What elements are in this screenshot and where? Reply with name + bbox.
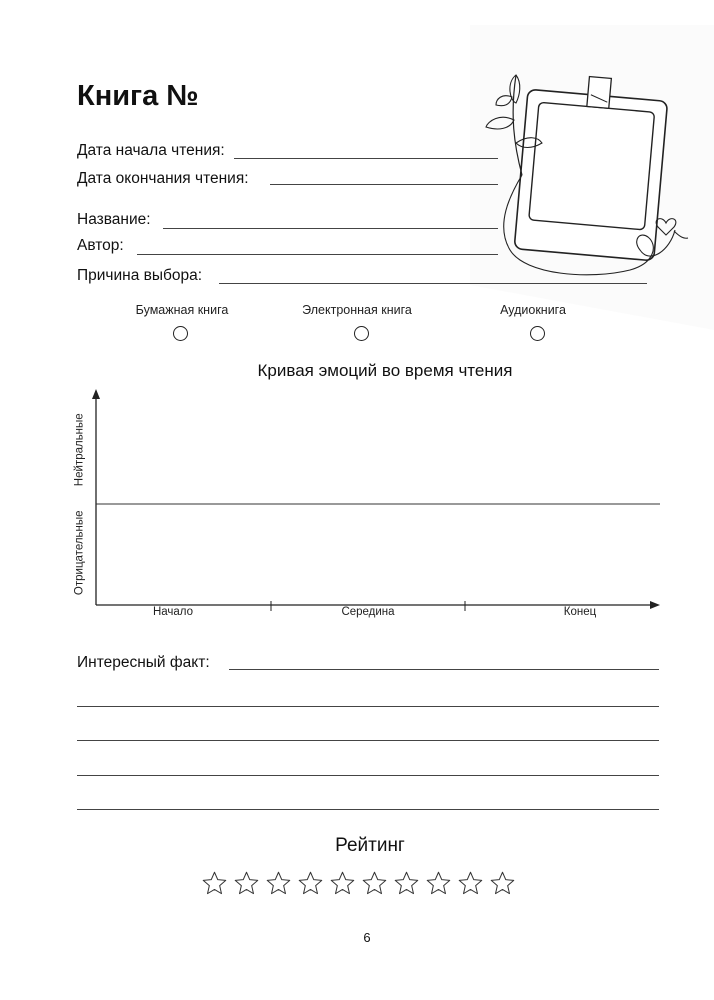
format-audio-radio[interactable] [530,326,545,341]
taped-photo-frame-icon [470,25,714,330]
start-date-field[interactable] [234,158,498,159]
star-outline-icon[interactable] [265,870,292,897]
author-label: Автор: [77,237,124,254]
x-tick-middle: Середина [341,606,395,618]
y-band-negative: Отрицательные [73,510,86,596]
star-outline-icon[interactable] [233,870,260,897]
fact-line[interactable] [77,706,659,707]
format-paper-label: Бумажная книга [135,303,229,317]
rating-stars[interactable] [201,870,516,897]
y-band-neutral: Нейтральные [73,413,86,487]
x-tick-end: Конец [563,606,597,618]
star-outline-icon[interactable] [425,870,452,897]
star-outline-icon[interactable] [201,870,228,897]
format-ebook-radio[interactable] [354,326,369,341]
rating-title: Рейтинг [335,835,405,856]
reason-label: Причина выбора: [77,267,203,284]
fact-line[interactable] [229,669,659,670]
page-title: Книга № [77,80,199,112]
format-audio-label: Аудиокнига [500,303,566,317]
fact-label: Интересный факт: [77,654,210,671]
x-axis-arrow-icon [650,601,660,609]
star-outline-icon[interactable] [329,870,356,897]
fact-line[interactable] [77,809,659,810]
star-outline-icon[interactable] [457,870,484,897]
author-field[interactable] [137,254,498,255]
format-paper-radio[interactable] [173,326,188,341]
format-ebook-label: Электронная книга [302,303,412,317]
star-outline-icon[interactable] [297,870,324,897]
star-outline-icon[interactable] [361,870,388,897]
emotion-chart[interactable] [60,385,670,630]
end-date-label: Дата окончания чтения: [77,170,249,187]
start-date-label: Дата начала чтения: [77,142,225,159]
end-date-field[interactable] [270,184,498,185]
name-label: Название: [77,211,151,228]
star-outline-icon[interactable] [489,870,516,897]
x-tick-start: Начало [152,606,194,618]
fact-line[interactable] [77,775,659,776]
reason-field[interactable] [219,283,647,284]
chart-title: Кривая эмоций во время чтения [257,361,513,380]
page-number: 6 [363,930,371,945]
star-outline-icon[interactable] [393,870,420,897]
y-axis-arrow-icon [92,389,100,399]
fact-line[interactable] [77,740,659,741]
name-field[interactable] [163,228,498,229]
